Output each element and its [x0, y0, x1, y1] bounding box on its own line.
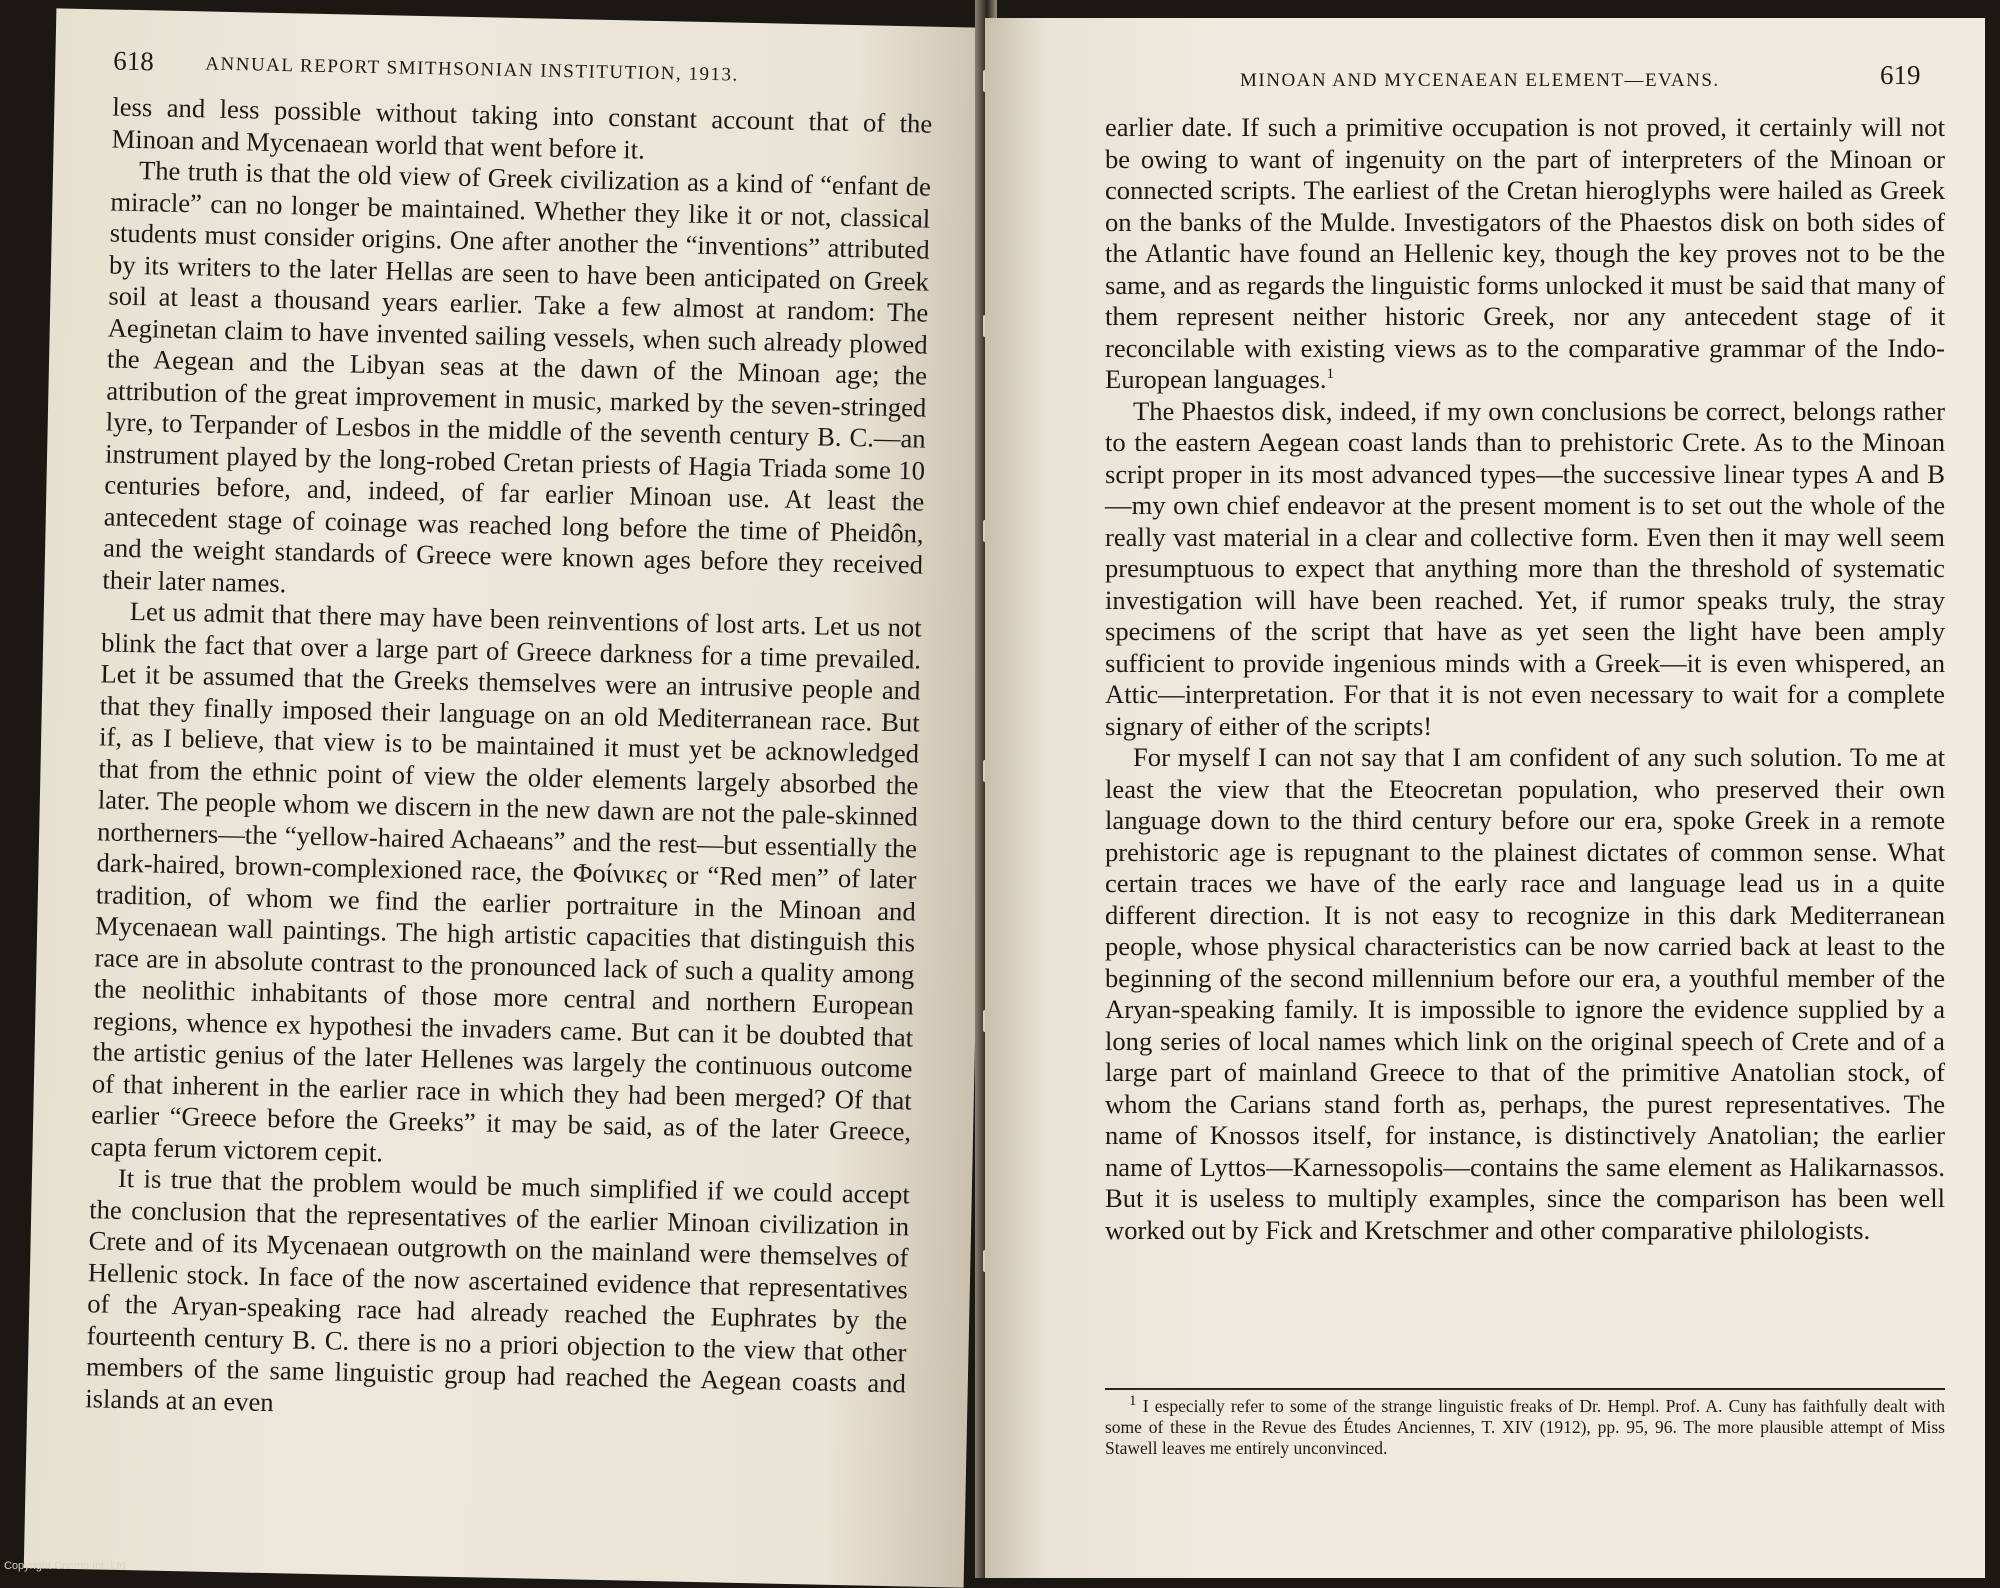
left-running-head: ANNUAL REPORT SMITHSONIAN INSTITUTION, 1913. — [205, 53, 739, 86]
footnote — [1105, 1393, 1945, 1459]
left-paragraph-2: The truth is that the old view of Greek civilization as a kind of “enfant de miracle” can no longer be maintained. Whether they like it or not, classical students must consider origins. One after another the “inventions” attributed by its writers to the later Hellas are seen to have been anticipated on Greek soil at least a thousand years earlier. Take a few almost at random: The Aeginetan claim to have invented sailing vessels, when such already plowed the Aegean and the Libyan seas at the dawn of the Minoan age; the attribution of the great improvement in music, marked by the seven-stringed lyre, to Terpander of Lesbos in the middle of the seventh century B. C.—an instrument played by the long-robed Cretan priests of Hagia Triada some 10 centuries before, and, indeed, of far earlier Minoan use. At least the antecedent stage of coinage was reached long before the time of Pheidôn, and the weight standards of Greece were known ages before they received their later names. — [102, 155, 932, 598]
footnote-reference: 1 — [1326, 366, 1335, 383]
footnote-paragraph — [1105, 1393, 1945, 1459]
right-paragraph-2: The Phaestos disk, indeed, if my own conclusions be correct, belongs rather to the eastern Aegean coast lands than to prehistoric Crete. As to the Minoan script proper in its most advanced types—the successive linear types A and B—my own chief endeavor at the present moment is to set out the whole of the really vast material in a clear and collective form. Even then it may well seem presumptuous to expect that anything more than the threshold of systematic investigation will have been reached. Yet, if rumor speaks truly, the stray specimens of the script that have as yet seen the light have been amply sufficient to provide ingenious minds with a Greek—it is even whispered, an Attic—interpretation. For that it is not even necessary to wait for a complete signary of either of the scripts! — [1105, 395, 1945, 741]
left-body-text — [85, 92, 933, 1432]
footnote-text: I especially refer to some of the strange linguistic freaks of Dr. Hempl. Prof. A. Cuny has faithfully dealt with some of these in the Revue des Études Anciennes, T. XIV (1912), pp. 95, 96. The more plausible attempt of Miss Stawell leaves me entirely unconvinced. — [1105, 1396, 1945, 1458]
footnote-marker: 1 — [1129, 1393, 1137, 1410]
right-paragraph-3: For myself I can not say that I am confident of any such solution. To me at least the view that the Eteocretan population, who preserved their own language down to the third century before our era, spoke Greek in a remote prehistoric age is repugnant to the plainest dictates of common sense. What certain traces we have of the early race and language lead us in a quite different direction. It is not easy to recognize in this dark Mediterranean people, whose physical characteristics can be now carried back at least to the beginning of the second millennium before our era, a youthful member of the Aryan-speaking family. It is impossible to ignore the evidence supplied by a long series of local names which link on the original speech of Crete and of a large part of mainland Greece to that of the primitive Anatolian stock, of whom the Carians stand forth as, perhaps, the purest representatives. The name of Knossos itself, for instance, is distinctively Anatolian; the earlier name of Lyttos—Karnessopolis—contains the same element as Halikarnassos. But it is useless to multiply examples, since the comparison has been well worked out by Fick and Kretschmer and other comparative philologists. — [1105, 742, 1945, 1245]
right-paragraph-1 — [1105, 112, 1945, 396]
left-paragraph-3: Let us admit that there may have been reinventions of lost arts. Let us not blink the fact that over a large part of Greece darkness for a time prevailed. Let it be assumed that the Greeks themselves were an intrusive people and that they finally imposed their language on an old Mediterranean race. But if, as I believe, that view is to be maintained it must yet be acknowledged that from the ethnic point of view the older elements largely absorbed the later. The people whom we discern in the new dawn are not the pale-skinned northerners—the “yellow-haired Achaeans” and the rest—but essentially the dark-haired, brown-complexioned race, the Φοίνικες or “Red men” of later tradition, of whom we find the earlier portraiture in the Minoan and Mycenaean wall paintings. The high artistic capacities that distinguish this race are in absolute contrast to the pronounced lack of such a quality among the neolithic inhabitants of those more central and northern European regions, whence ex hypothesi the invaders came. But can it be doubted that the artistic genius of the later Hellenes was largely the continuous outcome of that inherent in the earlier race in which they had been merged? Of that earlier “Greece before the Greeks” it may be said, as of the later Greece, capta ferum victorem cepit. — [90, 596, 922, 1167]
left-page — [24, 8, 996, 1587]
footnote-rule — [1105, 1388, 1945, 1390]
right-running-head: MINOAN AND MYCENAEAN ELEMENT—EVANS. — [1240, 70, 1720, 91]
copyright-watermark: Copyright Cosmo Int. Ltd — [4, 1560, 126, 1572]
left-folio: 618 — [113, 45, 155, 77]
right-paragraph-1-text: earlier date. If such a primitive occupation is not proved, it certainly will not be owing to want of ingenuity on the part of interpreters of the Minoan or connected scripts. The earliest of the Cretan hieroglyphs were hailed as Greek on the banks of the Mulde. Investigators of the Phaestos disk on both sides of the Atlantic have found an Hellenic key, though the key proves not to be the same, and as regards the linguistic forms unlocked it must be said that many of them represent neither historic Greek, nor any antecedent stage of it reconcilable with existing views as to the comparative grammar of the Indo-European languages. — [1105, 112, 1945, 394]
left-paragraph-1: less and less possible without taking into constant account that of the Minoan and Mycenaean world that went before it. — [111, 91, 933, 165]
right-body-text — [1105, 112, 1945, 1246]
right-folio: 619 — [1880, 60, 1921, 90]
left-paragraph-4: It is true that the problem would be much simplified if we could accept the conclusion that the representatives of the earlier Minoan civilization in Crete and of its Mycenaean outgrowth on the mainland were themselves of Hellenic stock. In face of the now ascertained evidence that representatives of the Aryan-speaking race had already reached the Euphrates by the fourteenth century B. C. there is no a priori objection to the view that other members of the same linguistic group had reached the Aegean coasts and islands at an even — [85, 1162, 911, 1417]
right-page — [985, 18, 1985, 1578]
